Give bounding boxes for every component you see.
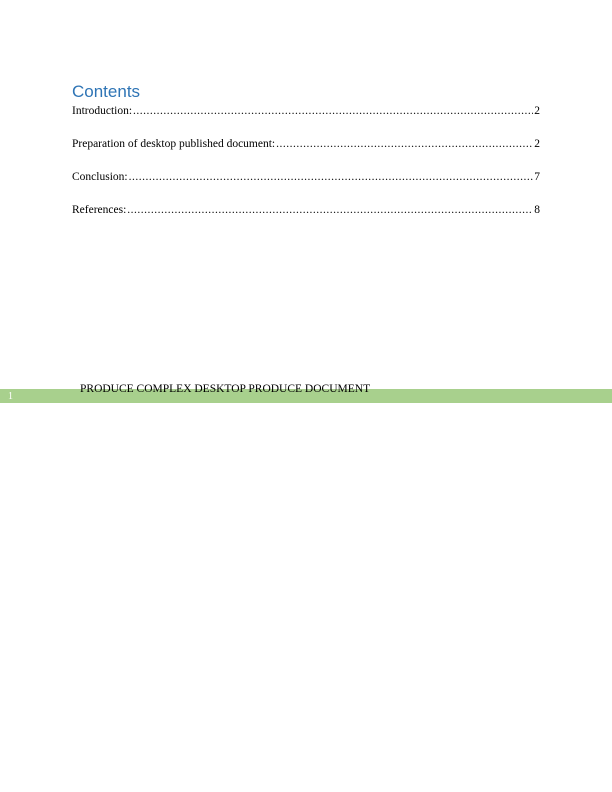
toc-entry-title: Conclusion: bbox=[72, 171, 128, 183]
toc-heading: Contents bbox=[72, 82, 141, 101]
toc-dot-leader bbox=[133, 104, 533, 119]
toc-entry-title: Preparation of desktop published document: bbox=[72, 138, 276, 150]
toc-dot-leader bbox=[129, 170, 534, 185]
toc-entry-page: 2 bbox=[534, 138, 540, 150]
toc-entry-page: 2 bbox=[534, 105, 540, 117]
toc-entry-page: 7 bbox=[534, 171, 540, 183]
toc-entry-page: 8 bbox=[534, 204, 540, 216]
page-number: 1 bbox=[8, 391, 13, 402]
toc-dot-leader bbox=[127, 203, 533, 218]
toc-entry-title: Introduction: bbox=[72, 105, 133, 117]
toc-entry-conclusion[interactable] bbox=[72, 170, 540, 185]
toc-entry-title: References: bbox=[72, 204, 127, 216]
toc-entry-introduction[interactable] bbox=[72, 104, 540, 119]
toc-list bbox=[72, 104, 540, 236]
toc-entry-preparation[interactable] bbox=[72, 137, 540, 152]
toc-dot-leader bbox=[276, 137, 533, 152]
toc-entry-references[interactable] bbox=[72, 203, 540, 218]
footer-title: PRODUCE COMPLEX DESKTOP PRODUCE DOCUMENT bbox=[80, 383, 371, 395]
